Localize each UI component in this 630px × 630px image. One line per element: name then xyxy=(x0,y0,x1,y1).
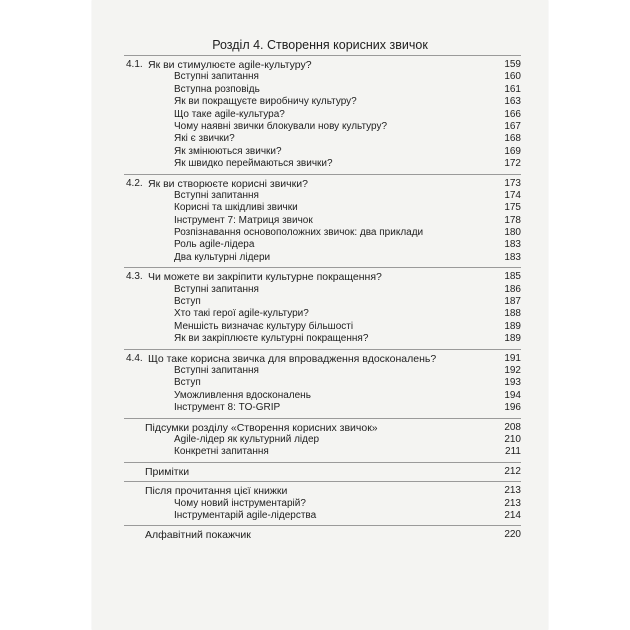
entry-page-number: 160 xyxy=(504,71,521,83)
entry-title: Вступ xyxy=(174,296,201,308)
entry-title: Вступні запитання xyxy=(174,189,259,201)
section-divider xyxy=(124,418,521,419)
entry-title: Вступні запитання xyxy=(174,283,259,295)
toc-entry xyxy=(148,284,521,296)
entry-title: Що таке agile-культура? xyxy=(174,108,285,120)
toc-entry xyxy=(148,121,521,133)
toc-entry xyxy=(148,96,521,108)
entry-page-number: 185 xyxy=(504,271,521,283)
toc-entry xyxy=(148,434,521,446)
toc-entry xyxy=(148,158,521,170)
entry-title: Чи можете ви закріпити культурне покращення? xyxy=(148,271,382,284)
entry-page-number: 210 xyxy=(504,433,521,445)
entry-title: Чому новий інструментарій? xyxy=(174,497,306,509)
toc-entry xyxy=(145,485,521,498)
section-divider xyxy=(124,481,521,482)
entry-page-number: 196 xyxy=(504,402,521,414)
toc-entry xyxy=(148,133,521,145)
entry-page-number: 173 xyxy=(504,177,521,189)
toc-entry xyxy=(148,215,521,227)
toc-entry xyxy=(148,308,521,320)
toc-entry xyxy=(148,239,521,251)
entry-page-number: 183 xyxy=(504,239,521,251)
entry-title: Вступ xyxy=(174,377,201,389)
entry-page-number: 175 xyxy=(504,202,521,214)
section-divider xyxy=(124,174,521,175)
entry-page-number: 194 xyxy=(504,389,521,401)
toc-entry xyxy=(126,271,521,284)
entry-page-number: 161 xyxy=(504,83,521,95)
entry-title: Як ви створюєте корисні звички? xyxy=(148,177,308,190)
toc-entry xyxy=(145,421,521,434)
section-divider xyxy=(124,349,521,350)
entry-title: Підсумки розділу «Створення корисних звичок» xyxy=(145,421,378,434)
entry-page-number: 193 xyxy=(504,377,521,389)
toc-entry xyxy=(148,510,521,522)
entry-page-number: 187 xyxy=(504,296,521,308)
table-of-contents xyxy=(126,52,521,542)
entry-page-number: 172 xyxy=(504,158,521,170)
entry-title: Після прочитання цієї книжки xyxy=(145,485,288,498)
entry-page-number: 168 xyxy=(504,133,521,145)
toc-entry xyxy=(148,109,521,121)
toc-entry xyxy=(145,529,521,542)
toc-entry xyxy=(148,321,521,333)
section-number: 4.3. xyxy=(126,271,143,283)
entry-title: Роль agile-лідера xyxy=(174,239,255,251)
entry-page-number: 189 xyxy=(504,320,521,332)
entry-page-number: 211 xyxy=(505,446,521,458)
entry-title: Як ви закріплюєте культурні покращення? xyxy=(174,333,369,345)
entry-page-number: 214 xyxy=(504,509,521,521)
entry-title: Два культурні лідери xyxy=(174,251,271,263)
entry-title: Інструмент 7: Матриця звичок xyxy=(174,214,313,226)
entry-page-number: 220 xyxy=(504,529,521,541)
toc-entry xyxy=(148,333,521,345)
section-divider xyxy=(124,525,521,526)
entry-title: Вступні запитання xyxy=(174,71,259,83)
entry-title: Інструмент 8: TO-GRIP xyxy=(174,402,281,414)
entry-title: Які є звички? xyxy=(174,133,235,145)
section-number: 4.4. xyxy=(126,352,143,364)
entry-title: Хто такі герої agile-культури? xyxy=(174,308,309,320)
entry-title: Алфавітний покажчик xyxy=(145,529,251,542)
entry-title: Як швидко переймаються звички? xyxy=(174,158,333,170)
entry-title: Agile-лідер як культурний лідер xyxy=(174,433,320,445)
entry-title: Як ви стимулюєте agile-культуру? xyxy=(148,59,312,71)
entry-page-number: 213 xyxy=(504,485,521,497)
toc-entry xyxy=(148,498,521,510)
toc-entry xyxy=(148,202,521,214)
entry-title: Як ви покращуєте виробничу культуру? xyxy=(174,96,357,108)
entry-title: Вступна розповідь xyxy=(174,83,260,95)
entry-page-number: 188 xyxy=(504,308,521,320)
chapter-title: Розділ 4. Створення корисних звичок xyxy=(212,38,428,52)
toc-entry xyxy=(126,352,521,365)
entry-page-number: 174 xyxy=(504,189,521,201)
section-divider xyxy=(124,55,521,56)
entry-title: Конкретні запитання xyxy=(174,446,269,458)
toc-entry xyxy=(148,365,521,377)
section-number: 4.2. xyxy=(126,177,143,189)
toc-entry xyxy=(126,59,521,71)
entry-page-number: 208 xyxy=(504,421,521,433)
entry-title: Інструментарій agile-лідерства xyxy=(174,509,317,521)
toc-entry xyxy=(148,296,521,308)
entry-page-number: 213 xyxy=(504,497,521,509)
entry-title: Меншість визначає культуру більшості xyxy=(174,320,354,332)
entry-page-number: 169 xyxy=(504,145,521,157)
toc-entry xyxy=(145,465,521,478)
toc-entry xyxy=(148,446,521,458)
entry-page-number: 191 xyxy=(504,352,521,364)
toc-entry xyxy=(148,227,521,239)
entry-title: Що таке корисна звичка для впровадження вдосконалень? xyxy=(148,352,437,365)
section-divider xyxy=(124,462,521,463)
book-page xyxy=(92,0,548,630)
section-number: 4.1. xyxy=(126,59,143,70)
toc-entry xyxy=(148,71,521,83)
entry-title: Корисні та шкідливі звички xyxy=(174,202,298,214)
entry-page-number: 189 xyxy=(504,333,521,345)
entry-title: Примітки xyxy=(145,465,190,478)
entry-page-number: 192 xyxy=(504,364,521,376)
entry-page-number: 159 xyxy=(504,59,521,70)
entry-page-number: 163 xyxy=(504,96,521,108)
entry-page-number: 166 xyxy=(504,108,521,120)
entry-title: Чому наявні звички блокували нову культуру? xyxy=(174,120,388,132)
toc-entry xyxy=(148,190,521,202)
entry-title: Вступні запитання xyxy=(174,364,259,376)
entry-page-number: 212 xyxy=(504,465,521,477)
toc-entry xyxy=(148,377,521,389)
toc-entry xyxy=(126,177,521,190)
toc-entry xyxy=(148,390,521,402)
entry-page-number: 180 xyxy=(504,227,521,239)
entry-page-number: 178 xyxy=(504,214,521,226)
section-divider xyxy=(124,267,521,268)
entry-page-number: 183 xyxy=(504,251,521,263)
entry-title: Як змінюються звички? xyxy=(174,145,282,157)
entry-title: Уможливлення вдосконалень xyxy=(174,389,311,401)
toc-entry xyxy=(148,146,521,158)
toc-entry xyxy=(148,84,521,96)
toc-entry xyxy=(148,252,521,264)
entry-page-number: 167 xyxy=(504,120,521,132)
toc-entry xyxy=(148,402,521,414)
entry-page-number: 186 xyxy=(504,283,521,295)
entry-title: Розпізнавання основоположних звичок: два приклади xyxy=(174,227,424,239)
